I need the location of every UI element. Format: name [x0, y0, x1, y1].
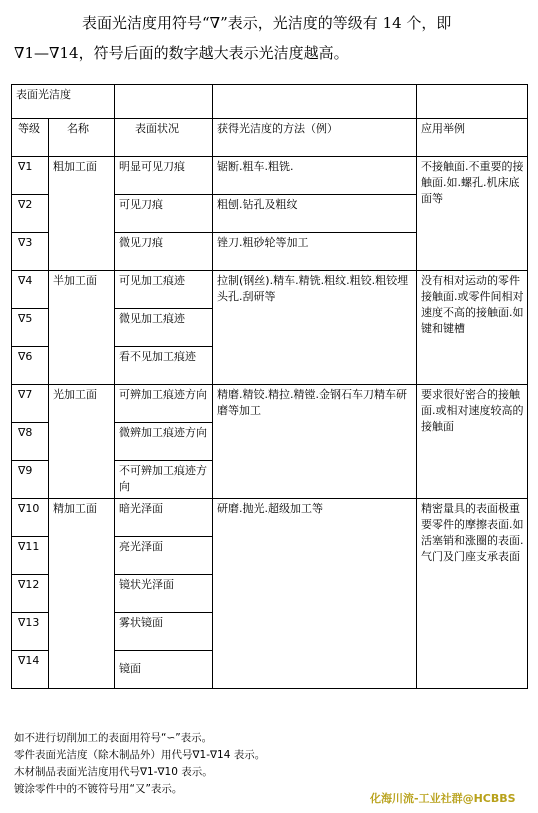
grade-cell: ∇6: [12, 347, 49, 385]
group-name: 粗加工面: [49, 157, 115, 271]
grade-cell: ∇9: [12, 461, 49, 499]
surface-cell: 可辨加工痕迹方向: [115, 385, 213, 423]
surface-cell: 微辨加工痕迹方向: [115, 423, 213, 461]
surface-cell: 可见刀痕: [115, 195, 213, 233]
grade-cell: ∇2: [12, 195, 49, 233]
intro-line-2: ∇1—∇14，符号后面的数字越大表示光洁度越高。: [14, 44, 349, 62]
method-cell: 拉制(钢丝).精车.精铣.粗纹.粗铰.粗铰埋头孔.刮研等: [213, 271, 417, 385]
grade-cell: ∇3: [12, 233, 49, 271]
grade-cell: ∇11: [12, 537, 49, 575]
method-cell: 锉刀.粗砂轮等加工: [213, 233, 417, 271]
header-method: 获得光洁度的方法（例）: [213, 119, 417, 157]
header-name: 名称: [49, 119, 115, 157]
footnote: 如不进行切削加工的表面用符号“∽”表示。: [14, 732, 213, 744]
method-cell: 锯断.粗车.粗铣.: [213, 157, 417, 195]
surface-cell: 可见加工痕迹: [115, 271, 213, 309]
usage-cell: 不接触面.不重要的接触面.如.螺孔.机床底面等: [417, 157, 528, 271]
usage-cell: 精密量具的表面极重要零件的摩擦表面.如活塞销和涨圈的表面.气门及门座支承表面: [417, 499, 528, 689]
grade-cell: ∇14: [12, 651, 49, 689]
method-cell: 粗刨.钻孔及粗纹: [213, 195, 417, 233]
surface-cell: 镜状光泽面: [115, 575, 213, 613]
grade-cell: ∇5: [12, 309, 49, 347]
usage-cell: 没有相对运动的零件接触面.或零件间相对速度不高的接触面.如键和键槽: [417, 271, 528, 385]
watermark: 化海川流-工业社群@HCBBS: [370, 792, 516, 805]
surface-cell: 镜面: [115, 651, 213, 689]
surface-cell: 微见刀痕: [115, 233, 213, 271]
surface-cell: 雾状镜面: [115, 613, 213, 651]
usage-cell: 要求很好密合的接触面.或相对速度较高的接触面: [417, 385, 528, 499]
footnote: 零件表面光洁度（除木制品外）用代号∇1-∇14 表示。: [14, 749, 266, 761]
method-cell: 研磨.抛光.超级加工等: [213, 499, 417, 689]
header-usage: 应用举例: [417, 119, 528, 157]
grade-cell: ∇13: [12, 613, 49, 651]
grade-cell: ∇1: [12, 157, 49, 195]
intro-line-1: 表面光洁度用符号“∇”表示，光洁度的等级有 14 个，即: [82, 14, 452, 32]
surface-cell: 暗光泽面: [115, 499, 213, 537]
group-name: 光加工面: [49, 385, 115, 499]
intro-paragraph: [14, 8, 526, 68]
footnote: 镀涂零件中的不镀符号用“又”表示。: [14, 783, 183, 795]
surface-cell: 看不见加工痕迹: [115, 347, 213, 385]
surface-cell: 明显可见刀痕: [115, 157, 213, 195]
method-cell: 精磨.精铰.精拉.精镗.金钢石车刀精车研磨等加工: [213, 385, 417, 499]
surface-cell: 微见加工痕迹: [115, 309, 213, 347]
grade-cell: ∇10: [12, 499, 49, 537]
surface-finish-table: [11, 84, 528, 689]
group-name: 精加工面: [49, 499, 115, 689]
grade-cell: ∇8: [12, 423, 49, 461]
grade-cell: ∇7: [12, 385, 49, 423]
footnote: 木材制品表面光洁度用代号∇1-∇10 表示。: [14, 766, 213, 778]
surface-cell: 亮光泽面: [115, 537, 213, 575]
group-name: 半加工面: [49, 271, 115, 385]
grade-cell: ∇4: [12, 271, 49, 309]
header-surface: 表面状况: [115, 119, 213, 157]
header-grade: 等级: [12, 119, 49, 157]
grade-cell: ∇12: [12, 575, 49, 613]
surface-cell: 不可辨加工痕迹方向: [115, 461, 213, 499]
footnotes: [14, 730, 534, 798]
table-title: 表面光洁度: [12, 85, 115, 119]
